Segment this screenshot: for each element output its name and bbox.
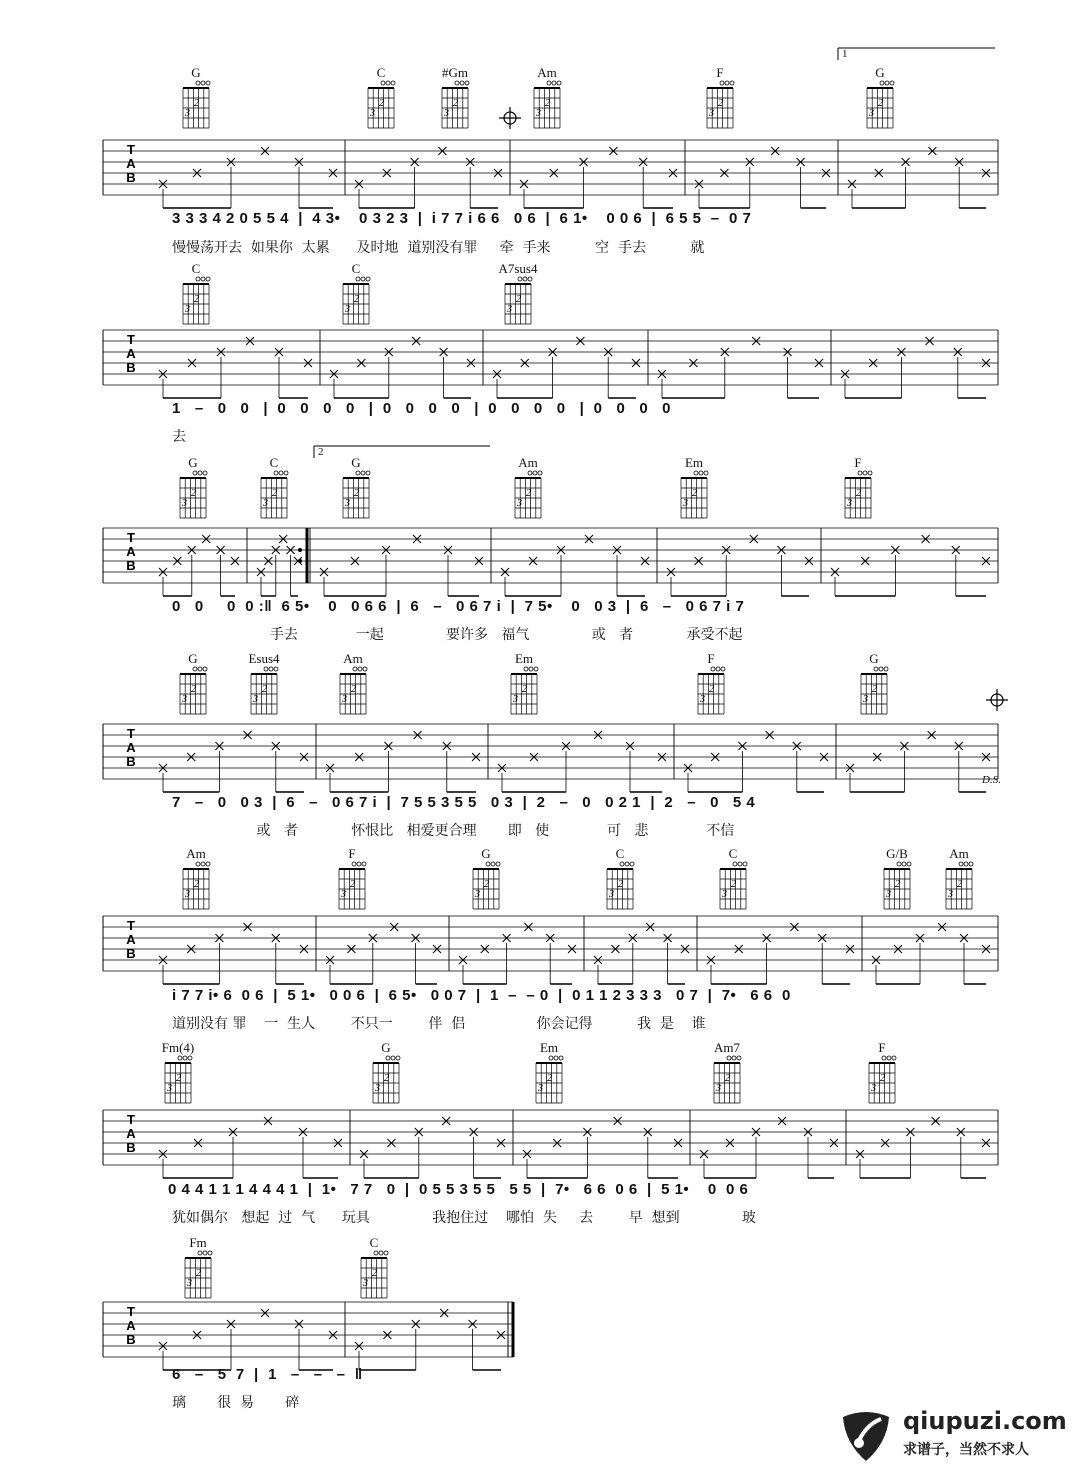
svg-text:2: 2 — [516, 294, 521, 305]
chord-grid-icon — [366, 1055, 406, 1107]
chord-name: G — [481, 846, 491, 861]
chord-diagram-em — [674, 456, 714, 522]
svg-text:T: T — [127, 530, 135, 545]
numbered-notation: i 7 7 i• 6 0 6 | 5 1• 0 0 6 | 6 5• 0 0 7 | 1 – – 0 | 0 1 1 2 3 3 3 0 7 | 7• 6 6 0 — [172, 987, 791, 1004]
chord-name: Fm — [189, 1235, 207, 1250]
chord-diagram-g — [366, 1041, 406, 1107]
svg-text:3: 3 — [363, 1278, 368, 1289]
chord-diagram-am — [527, 66, 567, 132]
svg-text:A: A — [126, 740, 136, 755]
chord-grid-icon — [527, 80, 567, 132]
chord-diagram-c — [336, 262, 376, 328]
chord-grid-icon — [691, 666, 731, 718]
chord-grid-icon — [176, 861, 216, 913]
coda-icon — [498, 106, 522, 130]
chord-grid-icon — [707, 1055, 747, 1107]
chord-grid-icon — [854, 666, 894, 718]
svg-text:3: 3 — [722, 889, 727, 900]
chord-name: G — [381, 1040, 391, 1055]
svg-text:3: 3 — [683, 498, 688, 509]
svg-text:3: 3 — [263, 498, 268, 509]
svg-text:3: 3 — [716, 1083, 721, 1094]
chord-grid-icon — [674, 470, 714, 522]
chord-name: G/B — [886, 846, 908, 861]
svg-text:2: 2 — [856, 488, 861, 499]
chord-diagram-g — [176, 66, 216, 132]
svg-text:2: 2 — [725, 1073, 730, 1084]
svg-text:B: B — [126, 170, 136, 185]
svg-text:2: 2 — [522, 684, 527, 695]
chord-grid-icon — [173, 666, 213, 718]
lyrics-line: 犹如偶尔 想起 过 气 玩具 我抱住过 哪怕 失 去 早 想到 玻 — [172, 1210, 756, 1226]
chord-grid-icon — [244, 666, 284, 718]
site-slogan: 求谱子，当然不求人 — [903, 1442, 1029, 1458]
svg-text:3: 3 — [538, 1083, 543, 1094]
system-6 — [0, 1037, 1080, 1237]
svg-text:3: 3 — [185, 304, 190, 315]
chord-diagram-em — [504, 652, 544, 718]
svg-text:2: 2 — [547, 1073, 552, 1084]
svg-text:T: T — [127, 332, 135, 347]
guitar-pick-icon — [835, 1405, 897, 1463]
svg-text:3: 3 — [517, 498, 522, 509]
chord-grid-icon — [504, 666, 544, 718]
svg-text:2: 2 — [351, 684, 356, 695]
chord-grid-icon — [254, 470, 294, 522]
lyrics-line: 慢慢荡开去 如果你 太累 及时地 道别没有罪 牵 手来 空 手去 就 — [172, 240, 705, 256]
chord-grid-icon — [336, 276, 376, 328]
svg-text:B: B — [126, 754, 136, 769]
chord-name: G — [188, 455, 198, 470]
svg-text:T: T — [127, 1112, 135, 1127]
svg-text:T: T — [127, 1304, 135, 1319]
chord-name: G — [875, 65, 885, 80]
svg-text:3: 3 — [370, 108, 375, 119]
chord-grid-icon — [361, 80, 401, 132]
chord-diagram-esus4 — [244, 652, 284, 718]
svg-text:A: A — [126, 156, 136, 171]
svg-text:2: 2 — [384, 1073, 389, 1084]
svg-text:B: B — [126, 946, 136, 961]
chord-diagram-f — [862, 1041, 902, 1107]
chord-name: C — [615, 846, 625, 861]
chord-name: Em — [539, 1040, 559, 1055]
svg-text:A: A — [126, 1318, 136, 1333]
chord-name: C — [728, 846, 738, 861]
lyrics-line: 璃 很 易 碎 — [172, 1395, 300, 1411]
svg-text:A: A — [126, 932, 136, 947]
chord-diagram-f — [838, 456, 878, 522]
chord-name: Esus4 — [248, 651, 280, 666]
tab-staff — [0, 258, 1080, 420]
volta-1-label: 1 — [842, 48, 848, 60]
chord-grid-icon — [466, 861, 506, 913]
chord-name: F — [348, 846, 356, 861]
chord-grid-icon — [176, 276, 216, 328]
svg-text:3: 3 — [182, 694, 187, 705]
chord-diagram-gm — [435, 66, 475, 132]
chord-diagram-g — [173, 652, 213, 718]
chord-name: Am — [537, 65, 557, 80]
svg-text:3: 3 — [871, 1083, 876, 1094]
lyrics-line: 手去 一起 要许多 福气 或 者 承受不起 — [172, 627, 743, 643]
svg-text:2: 2 — [354, 488, 359, 499]
system-1 — [0, 62, 1080, 262]
svg-text:2: 2 — [880, 1073, 885, 1084]
svg-text:3: 3 — [869, 108, 874, 119]
chord-name: Am — [518, 455, 538, 470]
svg-text:3: 3 — [536, 108, 541, 119]
svg-text:2: 2 — [895, 879, 900, 890]
ds-marker: D.S. — [982, 774, 1001, 786]
chord-name: A7sus4 — [498, 261, 538, 276]
system-3 — [0, 452, 1080, 652]
svg-text:2: 2 — [692, 488, 697, 499]
svg-text:T: T — [127, 726, 135, 741]
chord-name: G — [351, 455, 361, 470]
chord-diagram-c — [361, 66, 401, 132]
svg-text:2: 2 — [709, 684, 714, 695]
chord-name: G — [188, 651, 198, 666]
chord-name: F — [716, 65, 724, 80]
chord-diagram-am — [333, 652, 373, 718]
chord-grid-icon — [336, 470, 376, 522]
chord-diagram-am — [508, 456, 548, 522]
svg-text:3: 3 — [886, 889, 891, 900]
lyrics-line: 去 — [172, 429, 186, 445]
svg-text:B: B — [126, 1332, 136, 1347]
chord-grid-icon — [173, 470, 213, 522]
chord-grid-icon — [158, 1055, 198, 1107]
chord-grid-icon — [508, 470, 548, 522]
svg-text:2: 2 — [196, 1268, 201, 1279]
chord-name: Am — [343, 651, 363, 666]
svg-text:A: A — [126, 544, 136, 559]
chord-grid-icon — [939, 861, 979, 913]
site-name: qiupuzi.com — [903, 1407, 1067, 1435]
svg-text:B: B — [126, 1140, 136, 1155]
system-5 — [0, 843, 1080, 1043]
chord-grid-icon — [178, 1250, 218, 1302]
chord-diagram-g — [173, 456, 213, 522]
chord-diagram-am7 — [707, 1041, 747, 1107]
svg-text:3: 3 — [185, 108, 190, 119]
svg-text:A: A — [126, 346, 136, 361]
svg-text:2: 2 — [272, 488, 277, 499]
chord-diagram-am — [176, 847, 216, 913]
svg-text:2: 2 — [191, 488, 196, 499]
svg-text:3: 3 — [253, 694, 258, 705]
chord-diagram-c — [713, 847, 753, 913]
lyrics-line: 或 者 怀恨比 相爱更合理 即 使 可 悲 不信 — [172, 823, 735, 839]
svg-text:2: 2 — [526, 488, 531, 499]
chord-name: C — [269, 455, 279, 470]
tab-staff — [0, 843, 1080, 1006]
svg-text:3: 3 — [475, 889, 480, 900]
chord-grid-icon — [838, 470, 878, 522]
chord-diagram-f — [332, 847, 372, 913]
svg-text:3: 3 — [863, 694, 868, 705]
chord-name: C — [351, 261, 361, 276]
chord-diagram-c — [600, 847, 640, 913]
svg-text:3: 3 — [948, 889, 953, 900]
chord-name: C — [376, 65, 386, 80]
svg-text:2: 2 — [453, 98, 458, 109]
svg-text:3: 3 — [182, 498, 187, 509]
chord-grid-icon — [700, 80, 740, 132]
numbered-notation: 3 3 3 4 2 0 5 5 4 | 4 3• 0 3 2 3 | i 7 7 i 6 6 0 6 | 6 1• 0 0 6 | 6 5 5 – 0 7 — [172, 210, 752, 227]
svg-text:2: 2 — [194, 98, 199, 109]
chord-grid-icon — [498, 276, 538, 328]
svg-text:3: 3 — [187, 1278, 192, 1289]
svg-text:B: B — [126, 558, 136, 573]
svg-text:3: 3 — [342, 694, 347, 705]
svg-text:2: 2 — [262, 684, 267, 695]
lyrics-line: 道别没有 罪 一 生人 不只一 伴 侣 你会记得 我 是 谁 — [172, 1016, 706, 1032]
chord-name: F — [878, 1040, 886, 1055]
chord-diagram-g — [860, 66, 900, 132]
svg-text:3: 3 — [375, 1083, 380, 1094]
chord-name: F — [707, 651, 715, 666]
svg-text:3: 3 — [847, 498, 852, 509]
numbered-notation: 6 – 5 7 | 1 – – – ‖ — [172, 1366, 363, 1383]
system-4 — [0, 648, 1080, 848]
chord-grid-icon — [529, 1055, 569, 1107]
chord-diagram-c — [354, 1236, 394, 1302]
numbered-notation: 1 – 0 0 | 0 0 0 0 | 0 0 0 0 | 0 0 0 0 | 0 0 0 0 — [172, 400, 672, 417]
svg-text:2: 2 — [379, 98, 384, 109]
svg-text:2: 2 — [350, 879, 355, 890]
chord-grid-icon — [332, 861, 372, 913]
chord-name: Fm(4) — [161, 1040, 195, 1055]
chord-grid-icon — [862, 1055, 902, 1107]
svg-text:2: 2 — [872, 684, 877, 695]
chord-grid-icon — [600, 861, 640, 913]
svg-text:3: 3 — [700, 694, 705, 705]
chord-name: Am — [949, 846, 969, 861]
chord-diagram-em — [529, 1041, 569, 1107]
chord-diagram-g — [336, 456, 376, 522]
chord-grid-icon — [176, 80, 216, 132]
svg-text:3: 3 — [444, 108, 449, 119]
svg-text:2: 2 — [191, 684, 196, 695]
svg-text:2: 2 — [194, 294, 199, 305]
chord-diagram-g — [466, 847, 506, 913]
chord-name: G — [869, 651, 879, 666]
chord-name: Em — [684, 455, 704, 470]
svg-text:2: 2 — [878, 98, 883, 109]
chord-name: C — [369, 1235, 379, 1250]
chord-diagram-a7sus4 — [498, 262, 538, 328]
svg-text:3: 3 — [167, 1083, 172, 1094]
numbered-notation: 0 4 4 1 1 1 4 4 4 1 | 1• 7 7 0 | 0 5 5 3 5 5 5 5 | 7• 6 6 0 6 | 5 1• 0 0 6 — [168, 1181, 749, 1198]
system-7 — [0, 1232, 1080, 1412]
svg-text:2: 2 — [545, 98, 550, 109]
numbered-notation: 0 0 0 0 :‖ 6 5• 0 0 6 6 | 6 – 0 6 7 i | 7 5• 0 0 3 | 6 – 0 6 7 i 7 — [172, 598, 745, 615]
svg-text:2: 2 — [176, 1073, 181, 1084]
svg-text:3: 3 — [507, 304, 512, 315]
chord-diagram-c — [254, 456, 294, 522]
chord-diagram-c — [176, 262, 216, 328]
chord-diagram-fm4 — [158, 1041, 198, 1107]
chord-name: Am — [186, 846, 206, 861]
chord-name: Am7 — [714, 1040, 740, 1055]
tab-staff — [0, 1232, 1080, 1392]
svg-text:2: 2 — [718, 98, 723, 109]
chord-grid-icon — [354, 1250, 394, 1302]
svg-text:3: 3 — [345, 304, 350, 315]
volta-2-label: 2 — [318, 446, 324, 458]
chord-diagram-fm — [178, 1236, 218, 1302]
svg-text:2: 2 — [731, 879, 736, 890]
svg-text:T: T — [127, 142, 135, 157]
svg-text:2: 2 — [354, 294, 359, 305]
chord-grid-icon — [713, 861, 753, 913]
svg-text:T: T — [127, 918, 135, 933]
system-2 — [0, 258, 1080, 448]
svg-text:2: 2 — [372, 1268, 377, 1279]
chord-grid-icon — [333, 666, 373, 718]
chord-name: G — [191, 65, 201, 80]
svg-text:3: 3 — [185, 889, 190, 900]
chord-diagram-f — [691, 652, 731, 718]
chord-name: F — [854, 455, 862, 470]
chord-name: C — [191, 261, 201, 276]
svg-text:2: 2 — [484, 879, 489, 890]
svg-text:3: 3 — [513, 694, 518, 705]
chord-diagram-gb — [877, 847, 917, 913]
svg-text:3: 3 — [609, 889, 614, 900]
svg-text:2: 2 — [957, 879, 962, 890]
brand-logo — [835, 1405, 1075, 1463]
chord-diagram-f — [700, 66, 740, 132]
svg-text:3: 3 — [345, 498, 350, 509]
chord-name: #Gm — [442, 65, 468, 80]
chord-name: Em — [514, 651, 534, 666]
chord-grid-icon — [435, 80, 475, 132]
svg-text:A: A — [126, 1126, 136, 1141]
svg-text:2: 2 — [618, 879, 623, 890]
svg-text:3: 3 — [709, 108, 714, 119]
svg-text:3: 3 — [341, 889, 346, 900]
coda-icon — [985, 688, 1009, 712]
chord-diagram-g — [854, 652, 894, 718]
svg-text:B: B — [126, 360, 136, 375]
chord-diagram-am — [939, 847, 979, 913]
svg-text:2: 2 — [194, 879, 199, 890]
numbered-notation: 7 – 0 0 3 | 6 – 0 6 7 i | 7 5 5 3 5 5 0 3 | 2 – 0 0 2 1 | 2 – 0 5 4 — [172, 794, 756, 811]
chord-grid-icon — [877, 861, 917, 913]
chord-grid-icon — [860, 80, 900, 132]
